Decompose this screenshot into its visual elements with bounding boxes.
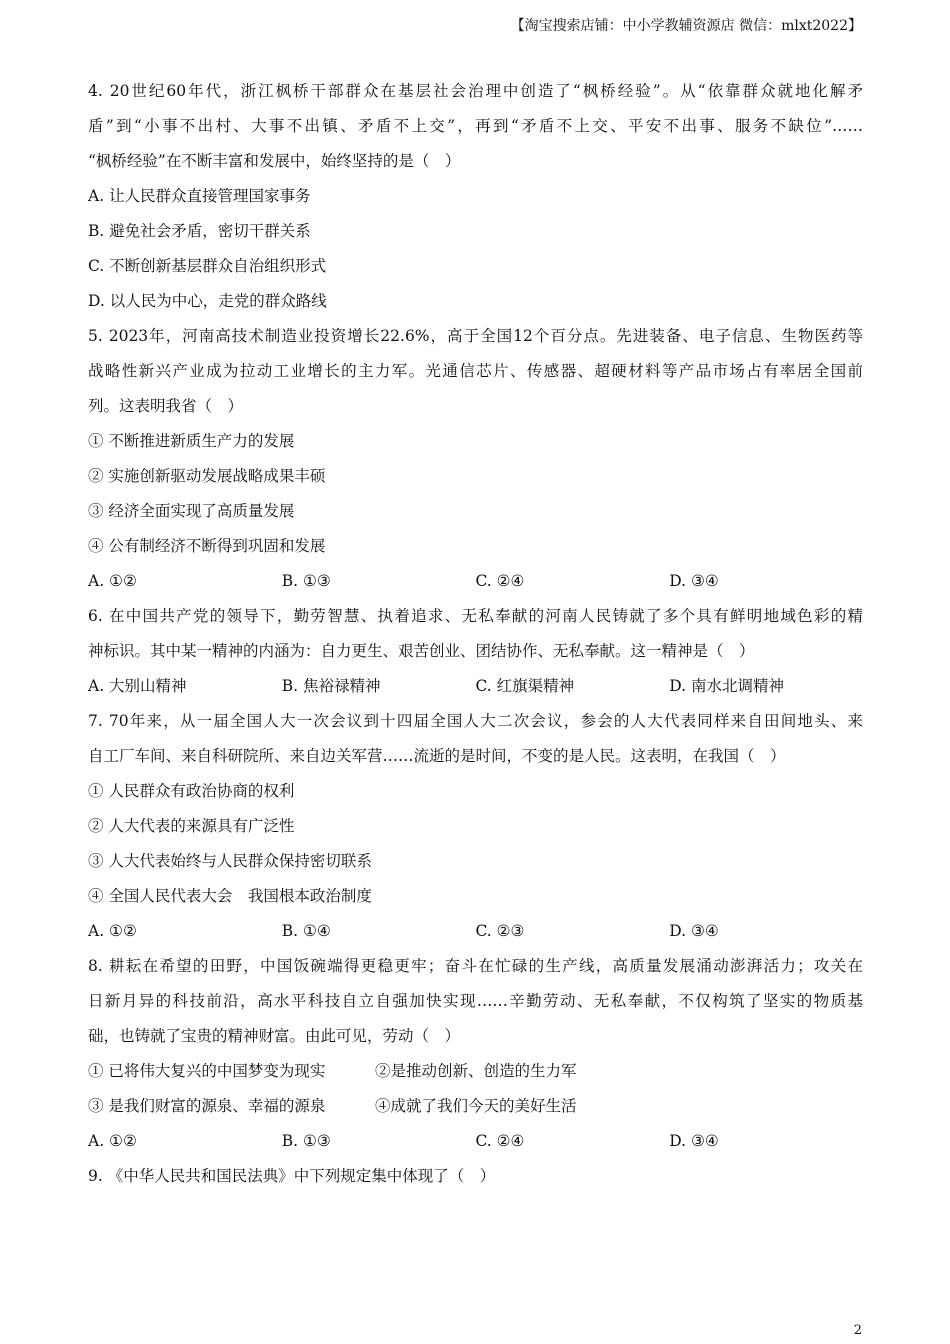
choice-b: B. ①③ (281, 572, 331, 590)
question-stem-line: “枫桥经验”在不断丰富和发展中，始终坚持的是（ ） (88, 152, 461, 170)
question-6 (88, 599, 863, 704)
choice-c: C. ②③ (475, 922, 525, 940)
choice-row (88, 669, 863, 704)
question-stem-line: 盾”到“小事不出村、大事不出镇、矛盾不上交”，再到“矛盾不上交、平安不出事、服务不缺位”…… (88, 117, 863, 135)
question-5 (88, 319, 863, 599)
choice-a: A. ①② (88, 1132, 137, 1150)
question-4 (88, 74, 863, 319)
choice-c: C. ②④ (475, 572, 525, 590)
choice-b: B. ①③ (281, 1132, 331, 1150)
choice-d: D. ③④ (669, 1132, 719, 1150)
choice-b: B. ①④ (281, 922, 331, 940)
question-8 (88, 949, 863, 1159)
statement-item: ② 实施创新驱动发展战略成果丰硕 (88, 467, 326, 485)
question-stem-line: 础，也铸就了宝贵的精神财富。由此可见，劳动（ ） (88, 1027, 461, 1045)
option-d: D. 以人民为中心，走党的群众路线 (88, 292, 327, 310)
question-stem-line: 7. 70年来，从一届全国人大一次会议到十四届全国人大二次会议，参会的人大代表同样来自田间地头、来 (88, 712, 863, 730)
choice-row (88, 564, 863, 599)
choice-a: A. ①② (88, 922, 137, 940)
question-stem-line: 战略性新兴产业成为拉动工业增长的主力军。光通信芯片、传感器、超硬材料等产品市场占有率居全国前 (88, 362, 863, 380)
question-9 (88, 1159, 863, 1194)
statement-item: ④成就了我们今天的美好生活 (375, 1097, 577, 1115)
choice-a: A. ①② (88, 572, 137, 590)
statement-item: ④ 公有制经济不断得到巩固和发展 (88, 537, 326, 555)
page-header-banner: 【淘宝搜索店铺：中小学教辅资源店 微信：mlxt2022】 (510, 18, 862, 34)
statement-item: ① 已将伟大复兴的中国梦变为现实 (88, 1062, 326, 1080)
choice-c: C. ②④ (475, 1132, 525, 1150)
choice-a: A. 大别山精神 (88, 677, 187, 695)
question-stem-line: 6. 在中国共产党的领导下，勤劳智慧、执着追求、无私奉献的河南人民铸就了多个具有鲜明地域色彩的精 (88, 607, 863, 625)
statement-item: ②是推动创新、创造的生力军 (375, 1062, 577, 1080)
statement-pair-row (88, 1054, 863, 1089)
question-stem-line: 4. 20世纪60年代，浙江枫桥干部群众在基层社会治理中创造了“枫桥经验”。从“依靠群众就地化解矛 (88, 82, 863, 100)
statement-item: ① 人民群众有政治协商的权利 (88, 782, 295, 800)
question-stem-line: 自工厂车间、来自科研院所、来自边关军营……流逝的是时间，不变的是人民。这表明，在我国（ ） (88, 747, 786, 765)
choice-d: D. ③④ (669, 572, 719, 590)
statement-item: ③ 人大代表始终与人民群众保持密切联系 (88, 852, 372, 870)
question-7 (88, 704, 863, 949)
choice-row (88, 914, 863, 949)
choice-row (88, 1124, 863, 1159)
option-a: A. 让人民群众直接管理国家事务 (88, 187, 311, 205)
statement-item: ① 不断推进新质生产力的发展 (88, 432, 295, 450)
statement-item: ④ 全国人民代表大会 我国根本政治制度 (88, 887, 372, 905)
option-b: B. 避免社会矛盾，密切干群关系 (88, 222, 311, 240)
option-c: C. 不断创新基层群众自治组织形式 (88, 257, 327, 275)
question-stem-line: 5. 2023年，河南高技术制造业投资增长22.6%，高于全国12个百分点。先进装备、电子信息、生物医药等 (88, 327, 863, 345)
statement-item: ③ 经济全面实现了高质量发展 (88, 502, 295, 520)
choice-c: C. 红旗渠精神 (475, 677, 575, 695)
question-stem-line: 8. 耕耘在希望的田野，中国饭碗端得更稳更牢；奋斗在忙碌的生产线，高质量发展涌动澎湃活力；攻关在 (88, 957, 863, 975)
statement-item: ③ 是我们财富的源泉、幸福的源泉 (88, 1097, 326, 1115)
question-stem-line: 神标识。其中某一精神的内涵为：自力更生、艰苦创业、团结协作、无私奉献。这一精神是（ ） (88, 642, 755, 660)
choice-d: D. 南水北调精神 (669, 677, 784, 695)
question-stem-line: 日新月异的科技前沿，高水平科技自立自强加快实现……辛勤劳动、无私奉献，不仅构筑了坚实的物质基 (88, 992, 863, 1010)
exam-content (88, 74, 863, 1194)
statement-item: ② 人大代表的来源具有广泛性 (88, 817, 295, 835)
page-number: 2 (853, 1323, 862, 1338)
question-stem-line: 9. 《中华人民共和国民法典》中下列规定集中体现了（ ） (88, 1167, 496, 1185)
choice-b: B. 焦裕禄精神 (281, 677, 381, 695)
question-stem-line: 列。这表明我省（ ） (88, 397, 244, 415)
choice-d: D. ③④ (669, 922, 719, 940)
statement-pair-row (88, 1089, 863, 1124)
